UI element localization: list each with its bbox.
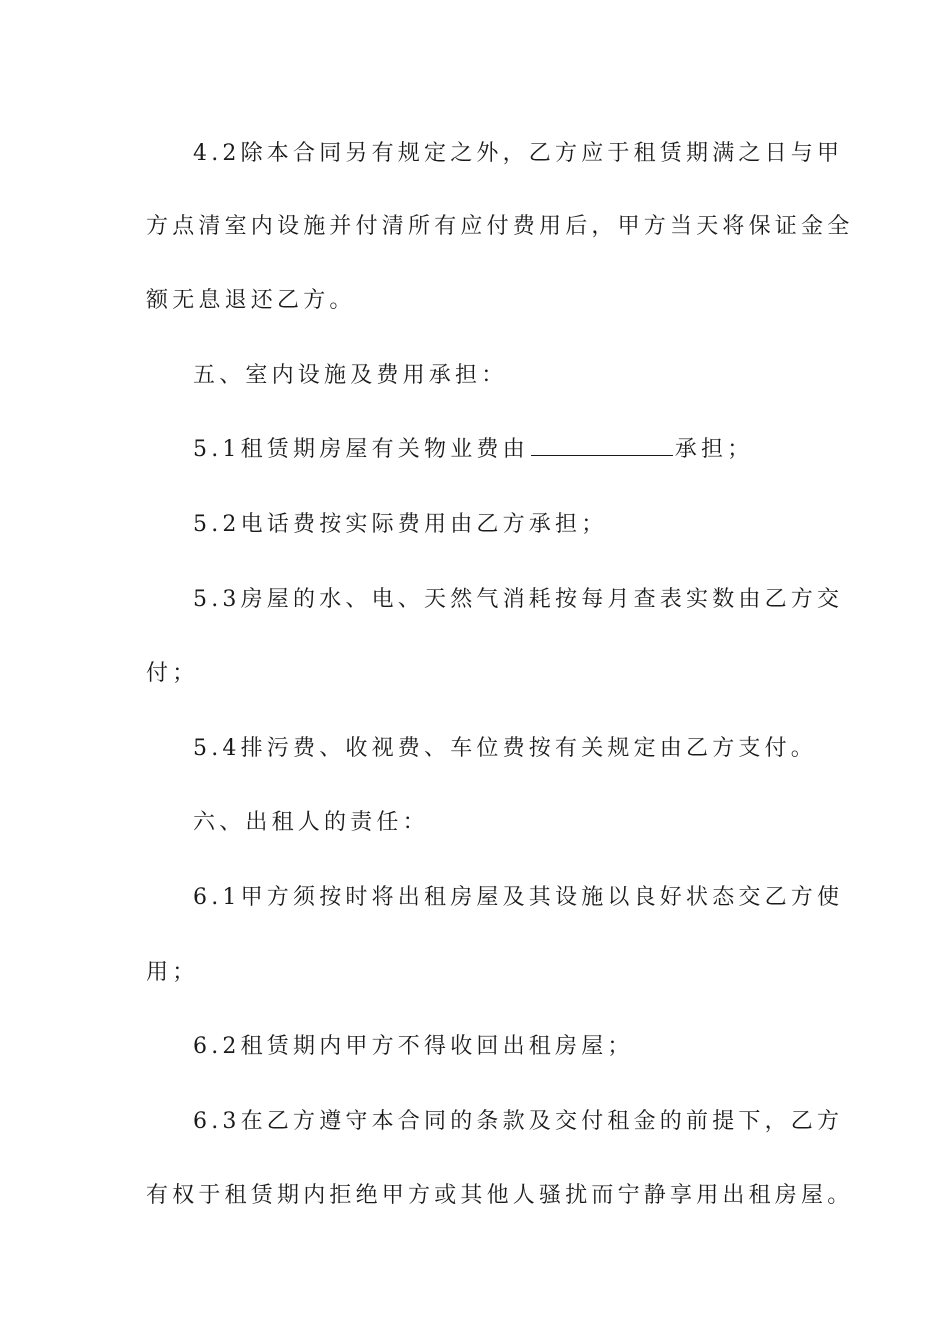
paragraph-5-1-prefix: 5.1租赁期房屋有关物业费由 — [193, 437, 529, 462]
paragraph-6-3-line-2: 有权于租赁期内拒绝甲方或其他人骚扰而宁静享用出租房屋。 — [146, 1183, 854, 1208]
paragraph-6-2: 6.2租赁期内甲方不得收回出租房屋； — [193, 1034, 634, 1059]
paragraph-6-1-line-2: 用； — [146, 960, 199, 985]
section-5-heading: 五、室内设施及费用承担： — [193, 363, 508, 388]
paragraph-5-1-suffix: 承担； — [674, 437, 754, 462]
paragraph-5-3-line-1: 5.3房屋的水、电、天然气消耗按每月查表实数由乙方交 — [193, 587, 844, 612]
fill-in-blank — [531, 435, 673, 456]
paragraph-5-4: 5.4排污费、收视费、车位费按有关规定由乙方支付。 — [193, 736, 817, 761]
paragraph-5-3-line-2: 付； — [146, 661, 199, 686]
paragraph-4-2-line-3: 额无息退还乙方。 — [146, 288, 356, 313]
paragraph-6-1-line-1: 6.1甲方须按时将出租房屋及其设施以良好状态交乙方使 — [193, 885, 844, 910]
paragraph-6-3-line-1: 6.3在乙方遵守本合同的条款及交付租金的前提下，乙方 — [193, 1109, 844, 1134]
paragraph-4-2-line-1: 4.2除本合同另有规定之外，乙方应于租赁期满之日与甲 — [193, 141, 844, 166]
paragraph-4-2-line-2: 方点清室内设施并付清所有应付费用后，甲方当天将保证金全 — [146, 214, 854, 239]
paragraph-5-1 — [193, 435, 808, 465]
section-6-heading: 六、出租人的责任： — [193, 810, 429, 835]
paragraph-5-2: 5.2电话费按实际费用由乙方承担； — [193, 512, 608, 537]
